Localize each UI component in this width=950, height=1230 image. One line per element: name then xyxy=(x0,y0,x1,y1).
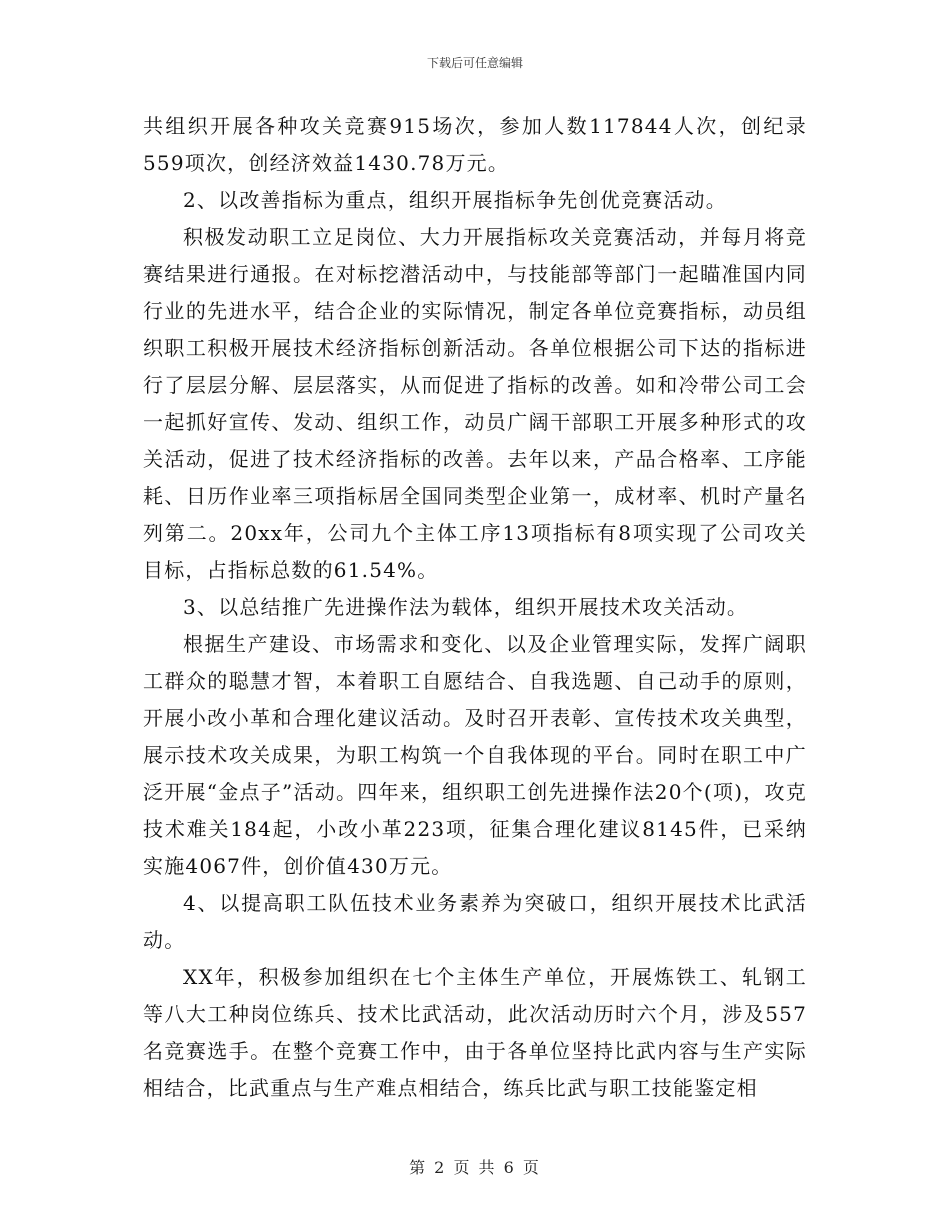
section-heading-2: 2、以改善指标为重点，组织开展指标争先创优竞赛活动。 xyxy=(183,188,727,212)
paragraph-skills-competition: XX年，积极参加组织在七个主体生产单位，开展炼铁工、轧钢工等八大工种岗位练兵、技术比武活动，此次活动历时六个月，涉及557名竞赛选手。在整个竞赛工作中，由于各单位坚持比武内容与生产实际相结合，比武重点与生产难点相结合，练兵比武与职工技能鉴定相 xyxy=(143,965,807,1100)
section-heading-3: 3、以总结推广先进操作法为载体，组织开展技术攻关活动。 xyxy=(183,595,749,619)
page-header-note: 下载后可任意编辑 xyxy=(426,56,523,70)
paragraph-continuation: 共组织开展各种攻关竞赛915场次，参加人数117844人次，创纪录559项次，创经济效益1430.78万元。 xyxy=(143,114,807,175)
section-heading-4: 4、以提高职工队伍技术业务素养为突破口，组织开展技术比武活动。 xyxy=(143,891,807,952)
paragraph-indicators: 积极发动职工立足岗位、大力开展指标攻关竞赛活动，并每月将竞赛结果进行通报。在对标挖潜活动中，与技能部等部门一起瞄准国内同行业的先进水平，结合企业的实际情况，制定各单位竞赛指标，动员组织职工积极开展技术经济指标创新活动。各单位根据公司下达的指标进行了层层分解、层层落实，从而促进了指标的改善。如和冷带公司工会一起抓好宣传、发动、组织工作，动员广阔干部职工开展多种形式的攻关活动，促进了技术经济指标的改善。去年以来，产品合格率、工序能耗、日历作业率三项指标居全国同类型企业第一，成材率、机时产量名列第二。20xx年，公司九个主体工序13项指标有8项实现了公司攻关目标，占指标总数的61.54%。 xyxy=(143,225,807,582)
page-number: 第 2 页 共 6 页 xyxy=(409,1158,541,1177)
paragraph-technical-tackling: 根据生产建设、市场需求和变化、以及企业管理实际，发挥广阔职工群众的聪慧才智，本着职工自愿结合、自我选题、自己动手的原则，开展小改小革和合理化建议活动。及时召开表彰、宣传技术攻关典型，展示技术攻关成果，为职工构筑一个自我体现的平台。同时在职工中广泛开展“金点子”活动。四年来，组织职工创先进操作法20个(项)，攻克技术难关184起，小改小革223项，征集合理化建议8145件，已采纳实施4067件，创价值430万元。 xyxy=(143,632,807,878)
document-body xyxy=(143,108,807,1107)
